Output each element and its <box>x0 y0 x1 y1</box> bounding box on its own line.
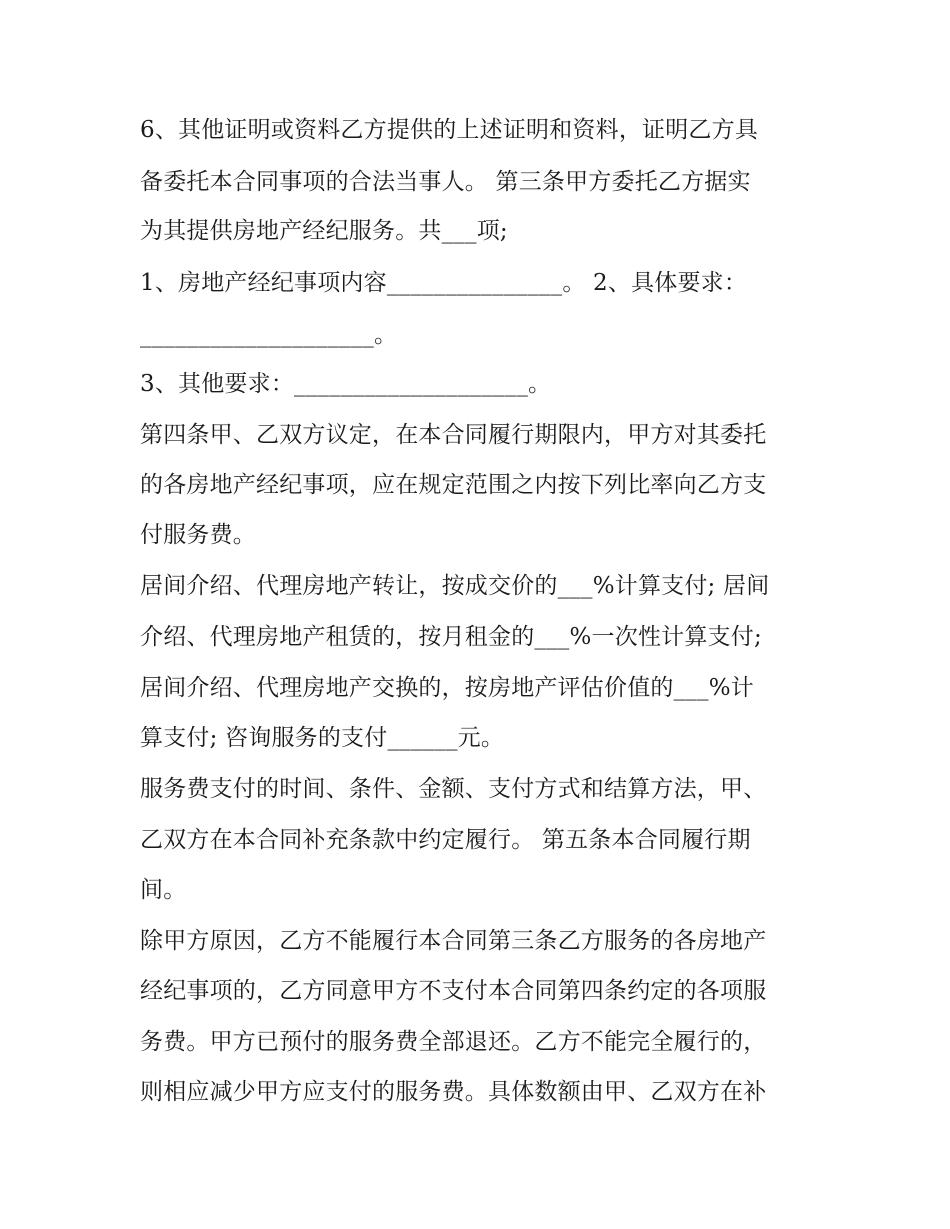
text-line: 3、其他要求：____________________。 <box>140 371 552 397</box>
text-line: 经纪事项的，乙方同意甲方不支付本合同第四条约定的各项服 <box>140 978 767 1004</box>
text-line: 备委托本合同事项的合法当事人。 第三条甲方委托乙方据实 <box>140 169 751 195</box>
text-line: 服务费支付的时间、条件、金额、支付方式和结算方法，甲、 <box>140 776 767 802</box>
text-line: 间。 <box>140 877 187 903</box>
text-line: 居间介绍、代理房地产转让，按成交价的___%计算支付; 居间 <box>140 573 770 599</box>
text-line: 除甲方原因，乙方不能履行本合同第三条乙方服务的各房地产 <box>140 928 767 954</box>
text-line: 算支付; 咨询服务的支付______元。 <box>140 725 505 751</box>
text-line: 第四条甲、乙双方议定，在本合同履行期限内，甲方对其委托 <box>140 422 767 448</box>
text-line: 付服务费。 <box>140 522 256 548</box>
text-line: ____________________。 <box>140 322 398 348</box>
text-line: 1、房地产经纪事项内容_______________。 2、具体要求： <box>140 270 748 296</box>
text-line: 6、其他证明或资料乙方提供的上述证明和资料，证明乙方具 <box>140 117 759 143</box>
text-line: 务费。甲方已预付的服务费全部退还。乙方不能完全履行的， <box>140 1029 767 1055</box>
text-line: 乙双方在本合同补充条款中约定履行。 第五条本合同履行期 <box>140 827 751 853</box>
text-line: 的各房地产经纪事项，应在规定范围之内按下列比率向乙方支 <box>140 472 767 498</box>
text-line: 介绍、代理房地产租赁的，按月租金的___%一次性计算支付; <box>140 624 762 650</box>
text-line: 居间介绍、代理房地产交换的，按房地产评估价值的___%计 <box>140 675 754 701</box>
text-line: 则相应减少甲方应支付的服务费。具体数额由甲、乙双方在补 <box>140 1079 767 1105</box>
text-line: 为其提供房地产经纪服务。共___项; <box>140 218 508 244</box>
